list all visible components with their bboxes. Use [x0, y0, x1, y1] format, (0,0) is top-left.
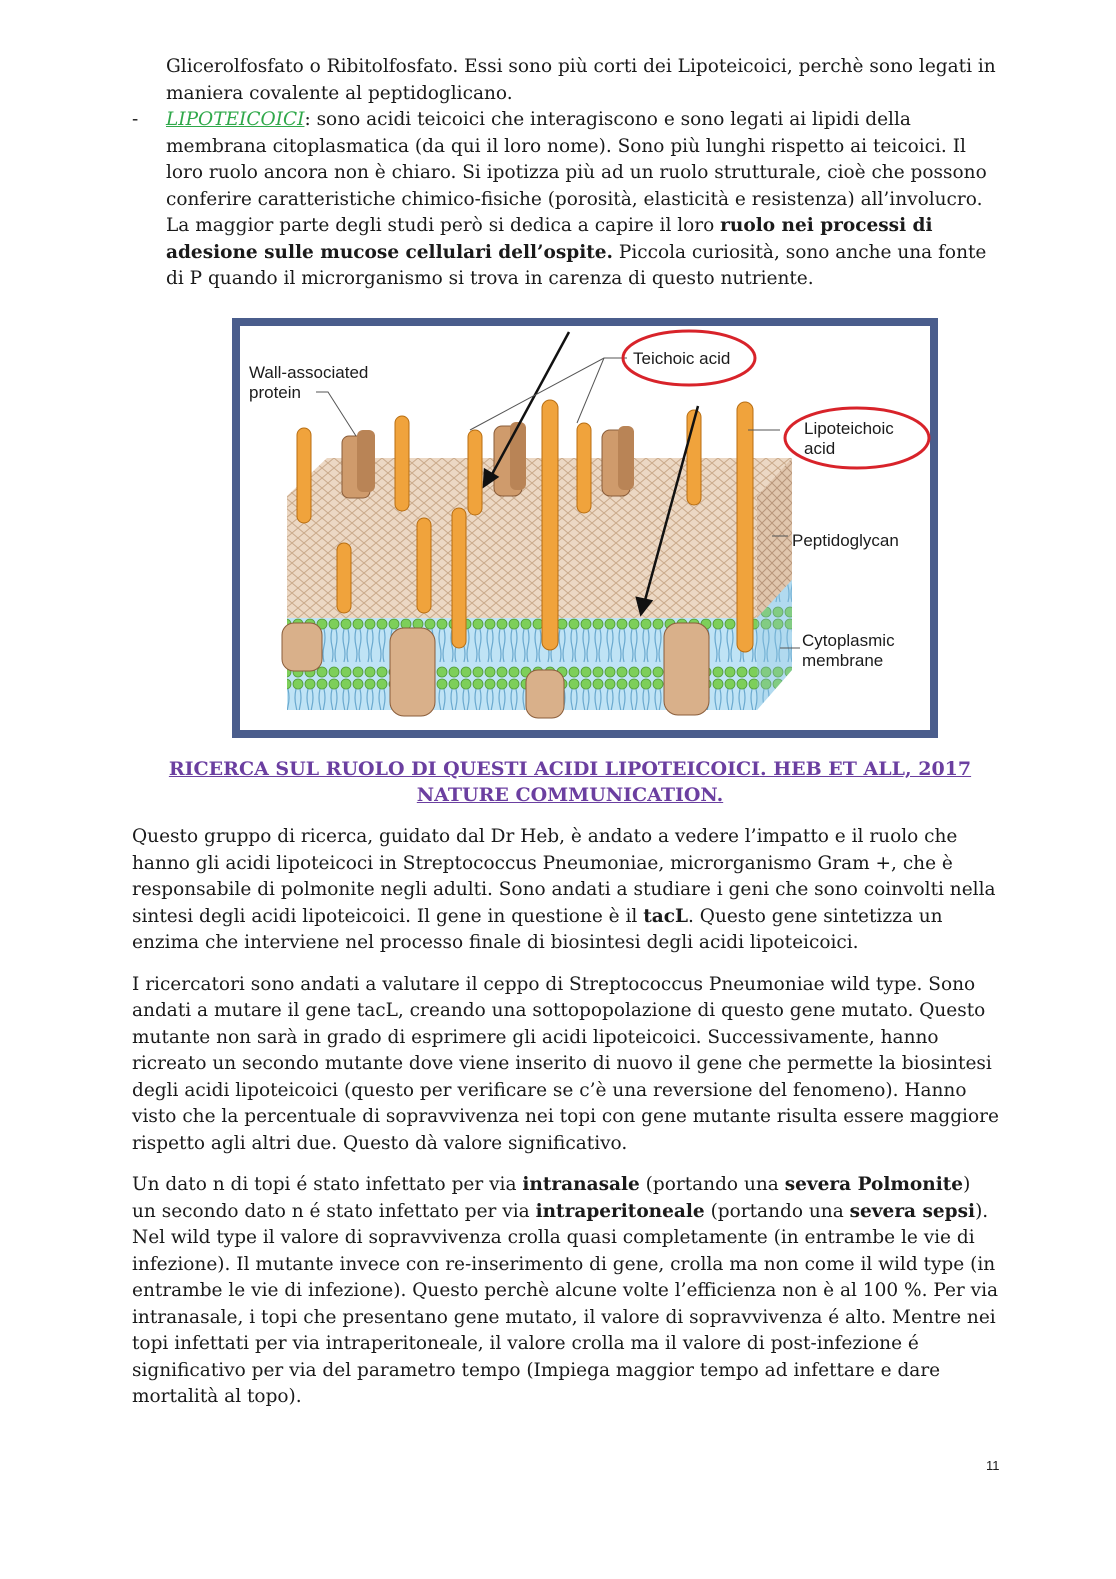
teichoic-rod — [337, 543, 351, 613]
paragraph-line: I ricercatori sono andati a valutare il ceppo di Streptococcus Pneumoniae wild type. Sono — [132, 974, 976, 995]
paragraph-line: un secondo dato n é stato infettato per via intraperitoneale (portando una severa sepsi). — [132, 1201, 989, 1222]
bullet-line: LIPOTEICOICI: sono acidi teicoici che interagiscono e sono legati ai lipidi della — [166, 109, 911, 130]
paragraph-line: Nel wild type il valore di sopravvivenza crolla quasi completamente (in entrambe le vie di — [132, 1227, 975, 1248]
label-wall-protein: Wall-associated — [249, 363, 369, 382]
paragraph-line: hanno gli acidi lipoteicoci in Streptococcus Pneumoniae, microrganismo Gram +, che è — [132, 853, 953, 874]
page-number: 11 — [986, 1458, 1000, 1473]
paragraph-line: sintesi degli acidi lipoteicoici. Il gene in questione è il tacL. Questo gene sintetizza un — [132, 906, 943, 927]
label-wall-protein: protein — [249, 383, 301, 402]
paragraph-line: degli acidi lipoteicoici (questo per verificare se c’è una reversione del fenomeno). Hanno — [132, 1080, 967, 1101]
paragraph-line: rispetto agli altri due. Questo dà valore significativo. — [132, 1133, 628, 1154]
paragraph-line: entrambe le vie di infezione). Questo perchè alcune volte l’efficienza non è al 100 %. Per via — [132, 1280, 999, 1301]
label-peptidoglycan: Peptidoglycan — [792, 531, 899, 550]
membrane-protein — [282, 623, 322, 671]
bullet-line: conferire caratteristiche chimico-fisiche (porosità, elasticità e resistenza) all’involucro. — [166, 189, 983, 210]
paragraph-line: significativo per via del parametro tempo (Impiega maggior tempo ad infettare e dare — [132, 1360, 941, 1381]
membrane-protein — [390, 628, 435, 716]
lipoteicoici-term: LIPOTEICOICI — [166, 109, 305, 130]
paragraph-line: andati a mutare il gene tacL, creando una sottopopolazione di questo gene mutato. Questo — [132, 1000, 986, 1021]
paragraph-line: visto che la percentuale di sopravvivenza nei topi con gene mutante risulta essere maggiore — [132, 1106, 999, 1127]
teichoic-rod — [468, 430, 482, 515]
paragraph-line: Questo gruppo di ricerca, guidato dal Dr Heb, è andato a vedere l’impatto e il ruolo che — [132, 826, 958, 847]
bullet-line: adesione sulle mucose cellulari dell’ospite. Piccola curiosità, sono anche una fonte — [166, 242, 987, 263]
bullet-line: membrana citoplasmatica (da qui il loro nome). Sono più lunghi rispetto ai teicoici. Il — [166, 136, 966, 157]
paragraph-line: Un dato n di topi é stato infettato per via intranasale (portando una severa Polmonite) — [132, 1174, 971, 1195]
paragraph-line: enzima che interviene nel processo finale di biosintesi degli acidi lipoteicoici. — [132, 932, 859, 953]
label-cytoplasmic-membrane: Cytoplasmic — [802, 631, 895, 650]
paragraph-line: topi infettati per via intraperitoneale, il valore crolla ma il valore di post-infezione é — [132, 1333, 919, 1354]
intro-line: Glicerolfosfato o Ribitolfosfato. Essi sono più corti dei Lipoteicoici, perchè sono legati in — [166, 56, 996, 77]
bullet-line: di P quando il microrganismo si trova in carenza di questo nutriente. — [166, 268, 814, 289]
paragraph-line: intranasale, i topi che presentano gene mutato, il valore di sopravvivenza é alto. Mentre nei — [132, 1307, 996, 1328]
label-lipoteichoic-acid: acid — [804, 439, 836, 458]
lipoteichoic-rod — [452, 508, 466, 648]
label-cytoplasmic-membrane: membrane — [802, 651, 884, 670]
label-teichoic-acid: Teichoic acid — [633, 349, 731, 368]
protein — [510, 422, 526, 490]
protein — [357, 430, 375, 492]
teichoic-rod — [297, 428, 311, 523]
teichoic-rod — [417, 518, 431, 613]
paragraph-line: responsabile di polmonite negli adulti. Sono andati a studiare i geni che sono coinvolti nella — [132, 879, 996, 900]
label-lipoteichoic-acid: Lipoteichoic — [804, 419, 894, 438]
section-heading: RICERCA SUL RUOLO DI QUESTI ACIDI LIPOTEICOICI. HEB ET ALL, 2017 — [168, 758, 972, 780]
protein — [618, 426, 634, 490]
section-heading: NATURE COMMUNICATION. — [416, 784, 724, 806]
intro-line: maniera covalente al peptidoglicano. — [166, 83, 513, 104]
membrane-protein — [526, 670, 564, 718]
membrane-protein — [664, 623, 709, 715]
peptidoglycan-front — [287, 496, 757, 618]
lipoteichoic-rod — [542, 400, 558, 650]
bullet-line: loro ruolo ancora non è chiaro. Si ipotizza più ad un ruolo strutturale, cioè che possono — [166, 162, 987, 183]
paragraph-line: infezione). Il mutante invece con re-inserimento di gene, crolla ma non come il wild type (in — [132, 1254, 996, 1275]
teichoic-rod — [577, 423, 591, 513]
teichoic-rod — [395, 416, 409, 511]
paragraph-line: ricreato un secondo mutante dove viene inserito di nuovo il gene che permette la biosintesi — [132, 1053, 992, 1074]
cell-wall-diagram — [232, 318, 938, 738]
lipoteichoic-rod — [737, 402, 753, 652]
bullet-dash: - — [132, 109, 139, 130]
paragraph-line: mutante non sarà in grado di esprimere gli acidi lipoteicoici. Successivamente, hanno — [132, 1027, 939, 1048]
paragraph-line: mortalità al topo). — [132, 1386, 302, 1407]
bullet-line: La maggior parte degli studi però si dedica a capire il loro ruolo nei processi di — [166, 215, 933, 236]
